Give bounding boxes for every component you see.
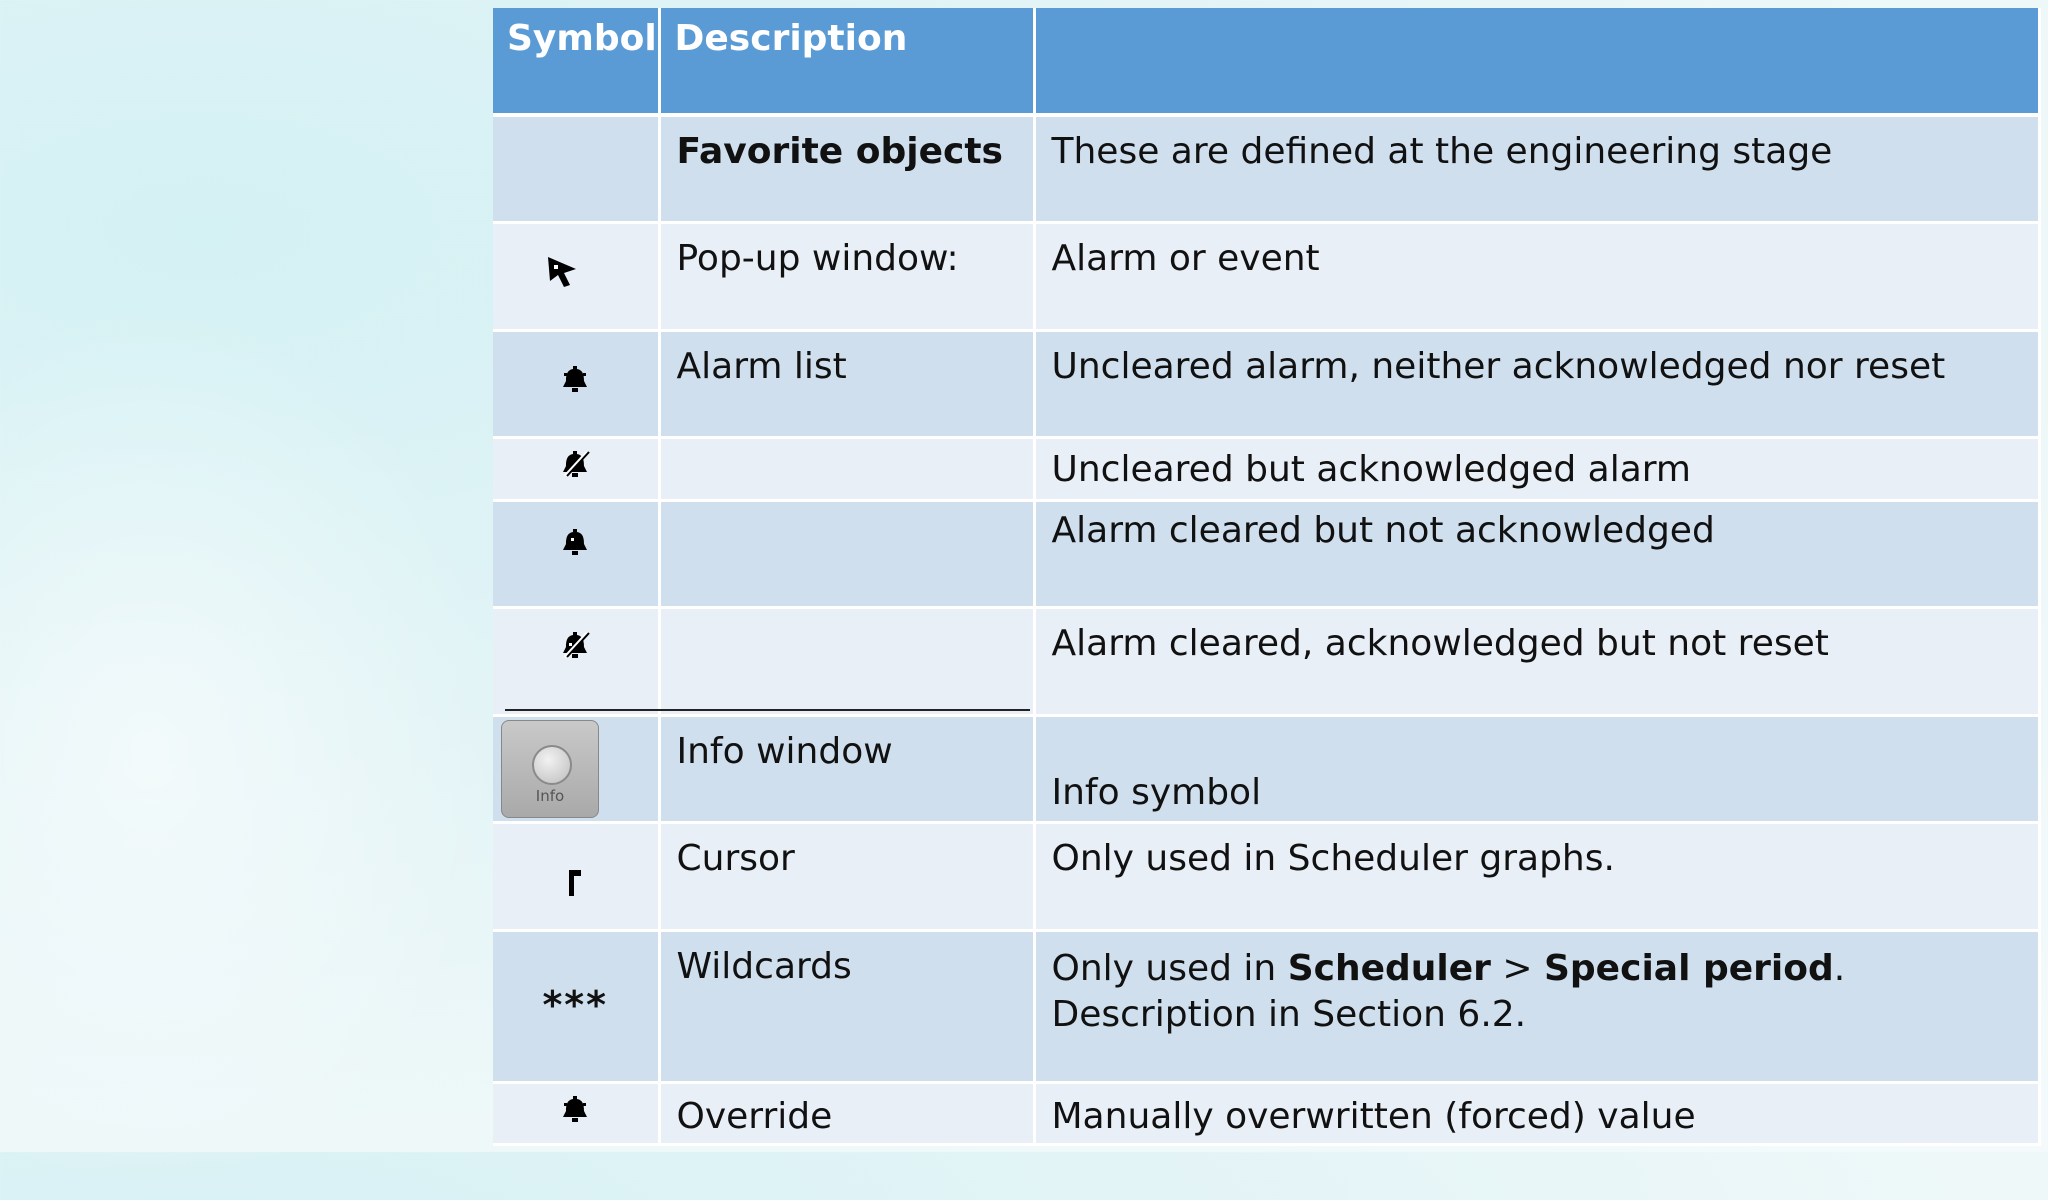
info-button-icon xyxy=(501,720,599,818)
symbol-cell xyxy=(493,330,659,437)
detail-cell: Uncleared alarm, neither acknowledged nor reset xyxy=(1034,330,2039,437)
detail-text: > xyxy=(1490,947,1544,989)
detail-bold-special-period: Special period xyxy=(1543,947,1834,989)
detail-cell: Uncleared but acknowledged alarm xyxy=(1034,437,2039,500)
table-header-row xyxy=(493,8,2039,115)
detail-cell: These are defined at the engineering stage xyxy=(1034,115,2039,222)
header-details xyxy=(1034,8,2039,115)
detail-cell: Alarm or event xyxy=(1034,222,2039,330)
symbol-cell xyxy=(493,500,659,607)
description-cell: Info window xyxy=(659,715,1034,822)
description-cell: Favorite objects xyxy=(659,115,1034,222)
info-button-label: Info xyxy=(535,786,565,805)
table-row xyxy=(493,715,2039,822)
row-divider-line xyxy=(505,709,1030,711)
symbol-cell xyxy=(493,1082,659,1144)
description-cell: Alarm list xyxy=(659,330,1034,437)
table-row xyxy=(493,222,2039,330)
popup-arrow-icon xyxy=(546,255,580,289)
description-cell xyxy=(659,500,1034,607)
background-decoration xyxy=(0,300,500,1200)
table-row xyxy=(493,1082,2039,1144)
detail-cell: Alarm cleared but not acknowledged xyxy=(1034,500,2039,607)
symbol-cell xyxy=(493,222,659,330)
detail-text: Only used in xyxy=(1051,947,1288,989)
symbol-cell xyxy=(493,715,659,822)
header-description: Description xyxy=(659,8,1034,115)
alarm-bell-acknowledged-icon xyxy=(559,448,591,480)
description-cell: Pop-up window: xyxy=(659,222,1034,330)
header-symbol: Symbol xyxy=(493,8,659,115)
info-button-knob xyxy=(532,745,572,785)
detail-text: Description in Section 6.2. xyxy=(1051,994,1527,1036)
detail-cell: Info symbol xyxy=(1034,715,2039,822)
override-bell-icon xyxy=(559,1093,591,1125)
symbol-cell xyxy=(493,930,659,1082)
detail-cell xyxy=(1034,930,2039,1082)
symbol-cell xyxy=(493,115,659,222)
table-row xyxy=(493,437,2039,500)
description-cell: Override xyxy=(659,1082,1034,1144)
table-row xyxy=(493,822,2039,930)
cursor-flag-icon xyxy=(565,866,585,898)
detail-cell: Only used in Scheduler graphs. xyxy=(1034,822,2039,930)
table-row xyxy=(493,330,2039,437)
description-cell xyxy=(659,437,1034,500)
table-row xyxy=(493,930,2039,1082)
symbol-table xyxy=(493,8,2041,1146)
detail-cell: Alarm cleared, acknowledged but not reset xyxy=(1034,607,2039,715)
wildcards-icon: *** xyxy=(542,982,609,1027)
alarm-bell-cleared-acknowledged-icon xyxy=(559,629,591,661)
table-row xyxy=(493,500,2039,607)
alarm-bell-icon xyxy=(559,363,591,395)
detail-text: . xyxy=(1833,947,1846,989)
alarm-bell-cleared-icon xyxy=(559,526,591,558)
symbol-cell xyxy=(493,822,659,930)
description-cell xyxy=(659,607,1034,715)
description-cell: Wildcards xyxy=(659,930,1034,1082)
description-cell: Cursor xyxy=(659,822,1034,930)
detail-cell: Manually overwritten (forced) value xyxy=(1034,1082,2039,1144)
symbol-cell xyxy=(493,607,659,715)
table-row xyxy=(493,607,2039,715)
table-row xyxy=(493,115,2039,222)
symbol-cell xyxy=(493,437,659,500)
detail-bold-scheduler: Scheduler xyxy=(1287,947,1491,989)
